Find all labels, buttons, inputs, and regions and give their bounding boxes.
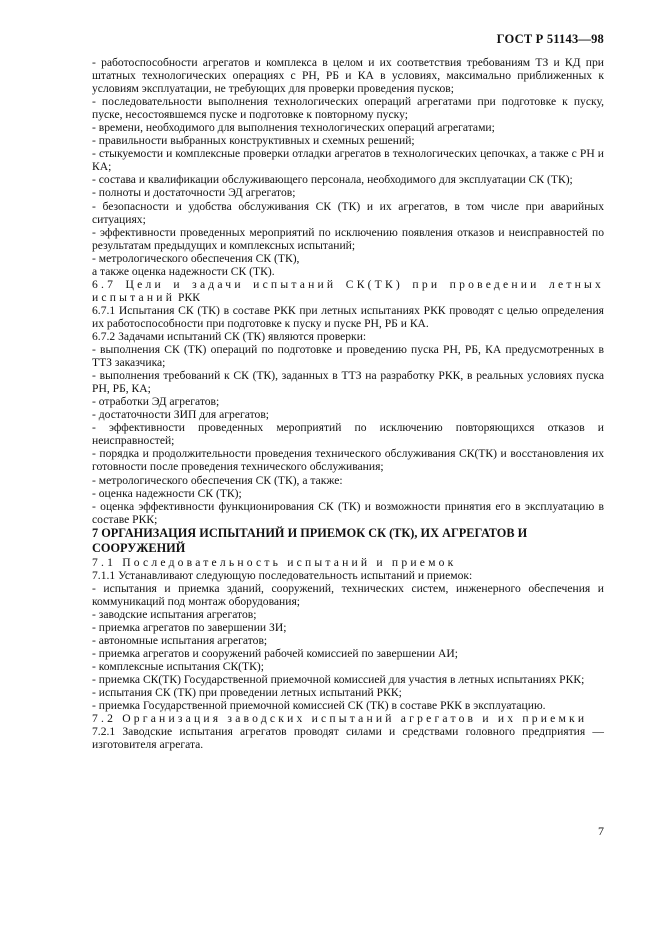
paragraph: 7.2.1 Заводские испытания агрегатов проводят силами и средствами головного предприятия — изготовителя агрегата.	[92, 725, 604, 752]
list-item: - комплексные испытания СК(ТК);	[92, 660, 264, 674]
paragraph: а также оценка надежности СК (ТК).	[92, 264, 275, 278]
list-item: - метрологического обеспечения СК (ТК), а также:	[92, 473, 343, 487]
list-item: - выполнения требований к СК (ТК), заданных в ТТЗ на разработку РКК, в реальных условиях пуска РН, РБ, КА;	[92, 369, 604, 396]
list-item: - испытания СК (ТК) при проведении летных испытаний РКК;	[92, 686, 402, 700]
list-item: - оценка надежности СК (ТК);	[92, 486, 242, 500]
paragraph: - полноты и достаточности ЭД агрегатов;	[92, 186, 296, 200]
paragraph: - правильности выбранных конструктивных и схемных решений;	[92, 134, 415, 148]
paragraph: - безопасности и удобства обслуживания СК (ТК) и их агрегатов, в том числе при аварийных ситуациях;	[92, 199, 604, 226]
section-7-2-title: 7.2 Организация заводских испытаний агрегатов и их приемки	[92, 712, 588, 726]
list-item: - приемка СК(ТК) Государственной приемочной комиссией для участия в летных испытаниях РКК;	[92, 673, 585, 687]
paragraph: 6.7.1 Испытания СК (ТК) в составе РКК при летных испытаниях РКК проводят с целью определения их работоспособности при подготовке к пуску и пуске РН, РБ и КА.	[92, 303, 604, 330]
section-7-1-title: 7.1 Последовательность испытаний и приемок	[92, 555, 457, 569]
paragraph: - времени, необходимого для выполнения технологических операций агрегатами;	[92, 121, 495, 135]
list-item: - приемка Государственной приемочной комиссией СК (ТК) в составе РКК в эксплуатацию.	[92, 699, 546, 713]
list-item: - испытания и приемка зданий, сооружений, технических систем, инженерного обеспечения и коммуникаций под монтаж оборудования;	[92, 581, 604, 608]
section-7-heading: 7 ОРГАНИЗАЦИЯ ИСПЫТАНИЙ И ПРИЕМОК СК (ТК), ИХ АГРЕГАТОВ И СООРУЖЕНИЙ	[92, 525, 528, 555]
doc-code-header: ГОСТ Р 51143—98	[496, 32, 604, 46]
list-item: - заводские испытания агрегатов;	[92, 607, 257, 621]
list-item: - автономные испытания агрегатов;	[92, 633, 268, 647]
list-item: - достаточности ЗИП для агрегатов;	[92, 408, 270, 422]
list-item: - эффективности проведенных мероприятий по исключению повторяющихся отказов и неисправностей;	[92, 421, 604, 448]
document-body	[92, 56, 604, 751]
list-item: - оценка эффективности функционирования СК (ТК) и возможности принятия его в эксплуатацию в составе РКК;	[92, 499, 604, 526]
list-item: - порядка и продолжительности проведения технического обслуживания СК(ТК) и восстановления их готовности после проведения технического обслуживания;	[92, 447, 604, 474]
list-item: - отработки ЭД агрегатов;	[92, 395, 220, 409]
paragraph: - метрологического обеспечения СК (ТК),	[92, 251, 300, 265]
list-item: - приемка агрегатов по завершении ЗИ;	[92, 620, 287, 634]
paragraph: 7.1.1 Устанавливают следующую последовательность испытаний и приемок:	[92, 568, 473, 582]
paragraph: 6.7.2 Задачами испытаний СК (ТК) являются проверки:	[92, 329, 367, 343]
list-item: - выполнения СК (ТК) операций по подготовке и проведению пуска РН, РБ, КА предусмотренных в ТТЗ заказчика;	[92, 343, 604, 370]
page-number: 7	[598, 824, 604, 838]
paragraph: - работоспособности агрегатов и комплекса в целом и их соответствия требованиям ТЗ и КД при штатных технологических операциях с РН, РБ и КА в условиях, максимально приближенных к условиям эксплуатации, не требующих для проверки проведения пусков;	[92, 56, 604, 96]
section-6-7-title: 6.7 Цели и задачи испытаний СК(ТК) при проведении летных испытаний РКК	[92, 277, 604, 304]
paragraph: - стыкуемости и комплексные проверки отладки агрегатов в технологических цепочках, а также с РН и КА;	[92, 147, 604, 174]
paragraph: - эффективности проведенных мероприятий по исключению появления отказов и неисправностей по результатам предыдущих и комплексных испытаний;	[92, 225, 604, 252]
paragraph: - последовательности выполнения технологических операций агрегатами при подготовке к пуску, пуске, несостоявшемся пуске и подготовке к повторному пуску;	[92, 95, 604, 122]
list-item: - приемка агрегатов и сооружений рабочей комиссией по завершении АИ;	[92, 647, 458, 661]
paragraph: - состава и квалификации обслуживающего персонала, необходимого для эксплуатации СК (ТК);	[92, 173, 573, 187]
